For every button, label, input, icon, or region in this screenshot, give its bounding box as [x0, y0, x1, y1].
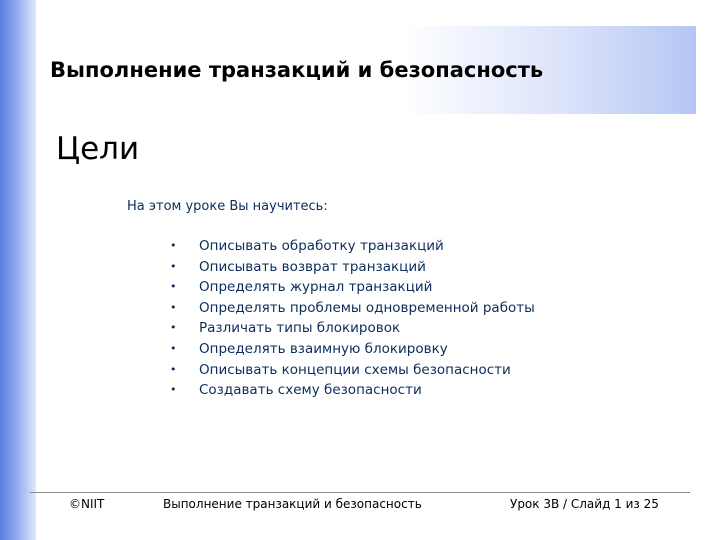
intro-text: На этом уроке Вы научитесь:	[127, 199, 328, 214]
objective-text: Создавать схему безопасности	[199, 382, 422, 399]
bullet-icon: •	[170, 300, 177, 314]
bullet-icon: •	[170, 341, 177, 355]
objective-text: Описывать концепции схемы безопасности	[199, 361, 511, 378]
slide-title: Выполнение транзакций и безопасность	[50, 58, 544, 82]
bullet-icon: •	[170, 362, 177, 376]
footer-slide-number: Урок 3В / Слайд 1 из 25	[510, 497, 659, 511]
bullet-icon: •	[170, 321, 177, 335]
objective-text: Определять журнал транзакций	[199, 279, 433, 296]
objective-text: Различать типы блокировок	[199, 320, 401, 337]
footer-copyright: ©NIIT	[69, 497, 105, 511]
bullet-icon: •	[170, 259, 177, 273]
objective-text: Описывать возврат транзакций	[199, 258, 426, 275]
bullet-icon: •	[170, 383, 177, 397]
bullet-icon: •	[170, 280, 177, 294]
objective-text: Определять проблемы одновременной работы	[199, 299, 535, 316]
objective-text: Описывать обработку транзакций	[199, 238, 444, 254]
section-heading: Цели	[56, 131, 140, 167]
objective-text: Определять взаимную блокировку	[199, 340, 448, 357]
left-accent-bar	[0, 0, 36, 540]
footer-divider	[30, 492, 690, 493]
footer-course-title: Выполнение транзакций и безопасность	[163, 497, 422, 511]
bullet-icon: •	[170, 239, 177, 252]
